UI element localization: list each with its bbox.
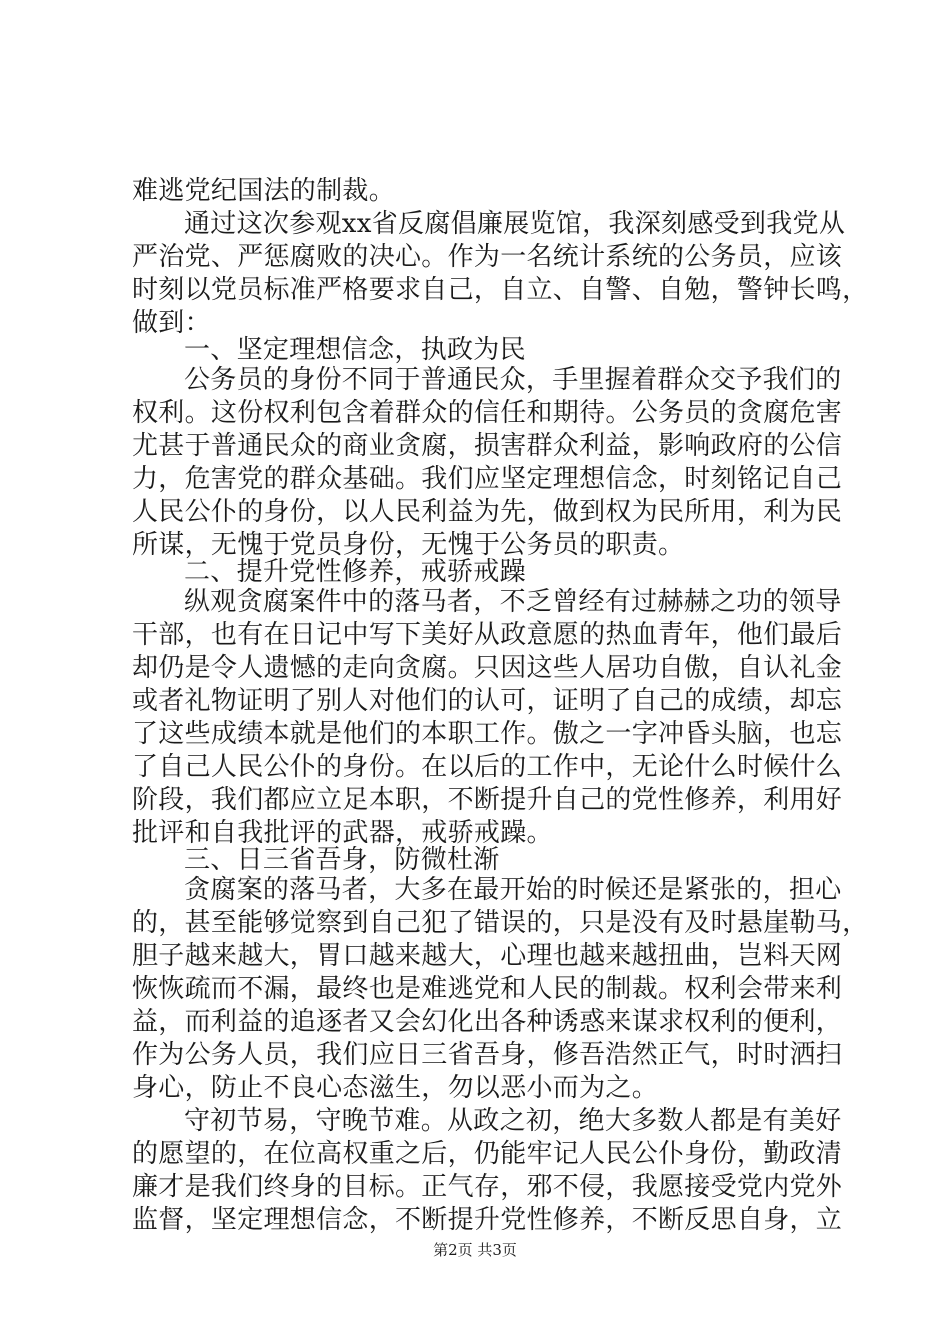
text-line: 廉才是我们终身的目标。正气存，邪不侵，我愿接受党内党外 <box>132 1172 843 1202</box>
text-line: 阶段，我们都应立足本职，不断提升自己的党性修养，利用好 <box>132 785 843 815</box>
text-line: 或者礼物证明了别人对他们的认可，证明了自己的成绩，却忘 <box>132 686 843 716</box>
text-line: 所谋，无愧于党员身份，无愧于公务员的职责。 <box>132 530 685 560</box>
paragraph-first-line: 守初节易，守晚节难。从政之初，绝大多数人都是有美好 <box>184 1106 842 1136</box>
text-line: 做到： <box>132 308 211 338</box>
section-heading: 三、日三省吾身，防微杜渐 <box>184 845 500 875</box>
text-line: 的愿望的，在位高权重之后，仍能牢记人民公仆身份，勤政清 <box>132 1139 843 1169</box>
text-line: 权利。这份权利包含着群众的信任和期待。公务员的贪腐危害 <box>132 398 843 428</box>
text-line: 人民公仆的身份，以人民利益为先，做到权为民所用，利为民 <box>132 497 843 527</box>
text-line: 了这些成绩本就是他们的本职工作。傲之一字冲昏头脑，也忘 <box>132 719 843 749</box>
text-line: 益，而利益的追逐者又会幻化出各种诱惑来谋求权利的便利， <box>132 1007 843 1037</box>
text-line: 了自己人民公仆的身份。在以后的工作中，无论什么时候什么 <box>132 752 843 782</box>
text-line: 却仍是令人遗憾的走向贪腐。只因这些人居功自傲，自认礼金 <box>132 653 843 683</box>
section-heading: 一、坚定理想信念，执政为民 <box>184 335 526 365</box>
text-line: 的，甚至能够觉察到自己犯了错误的，只是没有及时悬崖勒马， <box>132 908 869 938</box>
text-line: 监督，坚定理想信念，不断提升党性修养，不断反思自身，立 <box>132 1205 843 1235</box>
text-line: 难逃党纪国法的制裁。 <box>132 176 396 206</box>
paragraph-first-line: 公务员的身份不同于普通民众，手里握着群众交予我们的 <box>184 365 842 395</box>
text-line: 胆子越来越大，胃口越来越大，心理也越来越扭曲，岂料天网 <box>132 941 843 971</box>
section-heading: 二、提升党性修养，戒骄戒躁 <box>184 557 526 587</box>
text-line: 干部，也有在日记中写下美好从政意愿的热血青年，他们最后 <box>132 620 843 650</box>
text-line: 身心，防止不良心态滋生，勿以恶小而为之。 <box>132 1073 659 1103</box>
text-line: 恢恢疏而不漏，最终也是难逃党和人民的制裁。权利会带来利 <box>132 974 843 1004</box>
paragraph-first-line: 纵观贪腐案件中的落马者，不乏曾经有过赫赫之功的领导 <box>184 587 842 617</box>
text-line: 尤甚于普通民众的商业贪腐，损害群众利益，影响政府的公信 <box>132 431 843 461</box>
paragraph-first-line: 通过这次参观xx省反腐倡廉展览馆，我深刻感受到我党从 <box>184 209 846 239</box>
text-line: 批评和自我批评的武器，戒骄戒躁。 <box>132 818 553 848</box>
paragraph-first-line: 贪腐案的落马者，大多在最开始的时候还是紧张的，担心 <box>184 875 842 905</box>
text-line: 力，危害党的群众基础。我们应坚定理想信念，时刻铭记自己 <box>132 464 843 494</box>
text-line: 作为公务人员，我们应日三省吾身，修吾浩然正气，时时洒扫 <box>132 1040 843 1070</box>
text-line: 严治党、严惩腐败的决心。作为一名统计系统的公务员，应该 <box>132 242 843 272</box>
text-line: 时刻以党员标准严格要求自己，自立、自警、自勉，警钟长鸣， <box>132 275 869 305</box>
page-number-footer: 第2页 共3页 <box>433 1241 517 1259</box>
